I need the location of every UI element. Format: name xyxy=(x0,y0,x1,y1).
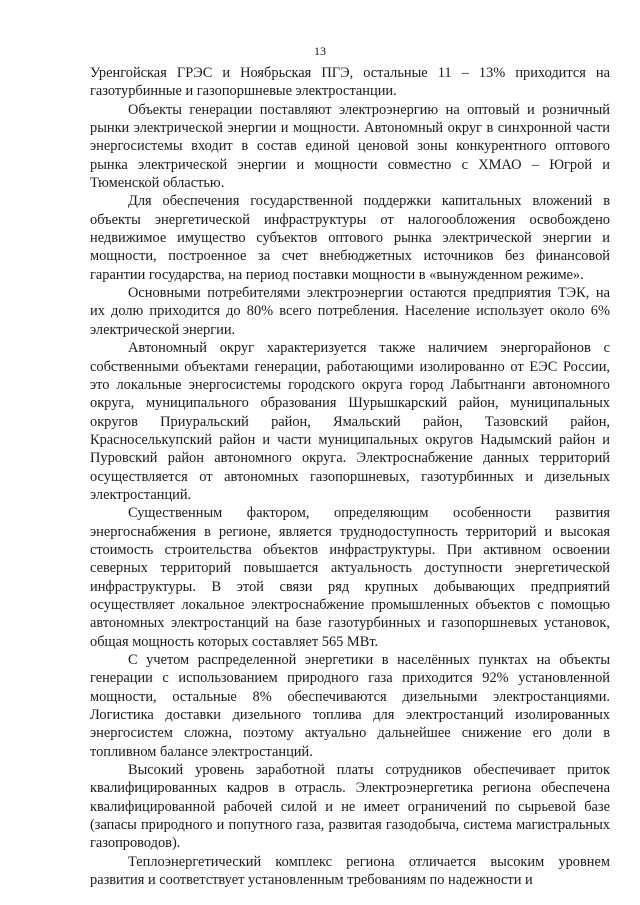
paragraph-distributed-energy: С учетом распределенной энергетики в населённых пунктах на объекты генерации с использованием природного газа приходится 92% установленной мощности, остальные 8% обеспечиваются дизельными электростанциями. Логистика доставки дизельного топлива для электростанций изолированных энергосистем сложна, поэтому актуально дальнейшее снижение его доли в топливном балансе электростанций. xyxy=(90,652,610,760)
paragraph-generation-markets: Объекты генерации поставляют электроэнергию на оптовый и розничный рынки электрической энергии и мощности. Автономный округ в синхронной части энергосистемы входит в состав единой ценовой зоны конкурентного оптового рынка электрической энергии и мощности совместно с ХМАО – Югрой и Тюменской областью. xyxy=(90,101,610,192)
paragraph-state-support: Для обеспечения государственной поддержки капитальных вложений в объекты энергетической инфраструктуры от налогообложения освобождено недвижимое имущество субъектов оптового рынка электрической энергии и мощности, построенное за счет внебюджетных источников без финансовой гарантии государства, на период поставки мощности в «вынужденном режиме». xyxy=(90,193,610,283)
paragraph-key-factor: Существенным фактором, определяющим особенности развития энергоснабжения в регионе, является труднодоступность территорий и высокая стоимость строительства объектов инфраструктуры. При активном освоении северных территорий повышается актуальность доступности энергетической инфраструктуры. В этой связи ряд крупных добывающих предприятий осуществляет локальное электроснабжение промышленных объектов с помощью автономных электростанций на базе газотурбинных и газопоршневых установок, общая мощность которых составляет 565 МВт. xyxy=(90,505,610,650)
page-number: 13 xyxy=(314,44,326,58)
paragraph-workforce: Высокий уровень заработной платы сотрудников обеспечивает приток квалифицированных кадров в отрасль. Электроэнергетика региона обеспечена квалифицированной рабочей силой и не имеет ограничений по сырьевой базе (запасы природного и попутного газа, развитая газодобыча, система магистральных газопроводов). xyxy=(90,762,610,852)
paragraph-heat-energy: Теплоэнергетический комплекс региона отличается высоким уровнем развития и соответствует установленным требованиям по надежности и xyxy=(90,853,610,889)
body-text xyxy=(90,64,610,889)
paragraph-continuation: Уренгойская ГРЭС и Ноябрьская ПГЭ, остальные 11 – 13% приходится на газотурбинные и газопоршневые электростанции. xyxy=(90,65,610,100)
paragraph-main-consumers: Основными потребителями электроэнергии остаются предприятия ТЭК, на их долю приходится до 80% всего потребления. Население использует около 6% электрической энергии. xyxy=(90,285,610,338)
paragraph-isolated-energy-districts: Автономный округ характеризуется также наличием энергорайонов с собственными объектами генерации, работающими изолированно от ЕЭС России, это локальные энергосистемы городского округа город Лабытнанги автономного округа, муниципального образования Шурышкарский район, муниципальных округов Приуральский район, Ямальский район, Тазовский район, Красноселькупский район и части муниципальных округов Надымский район и Пуровский район автономного округа. Электроснабжение данных территорий осуществляется от автономных газопоршневых, газотурбинных и дизельных электростанций. xyxy=(90,340,610,503)
